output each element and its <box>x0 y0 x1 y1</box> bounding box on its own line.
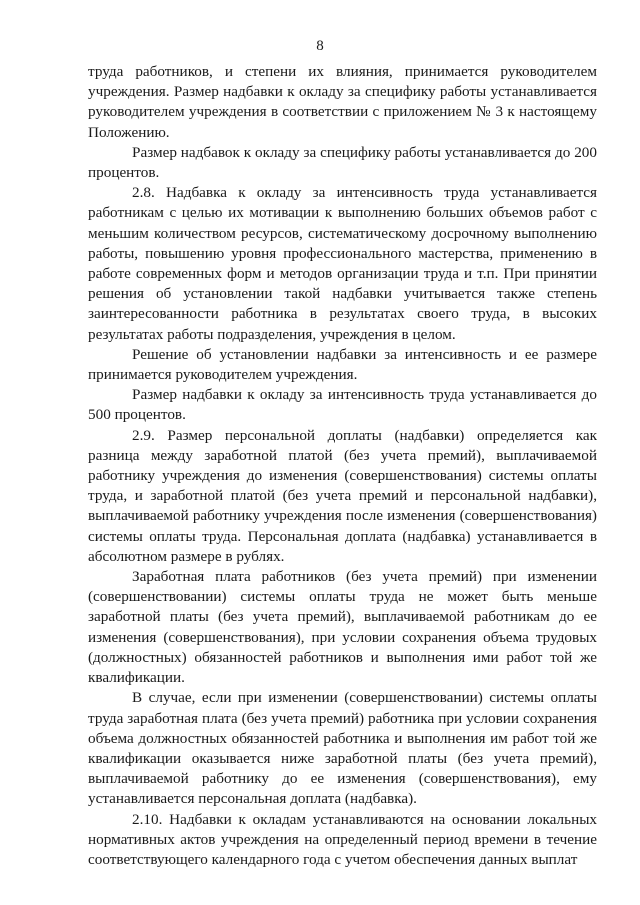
paragraph-specifics-limit: Размер надбавок к окладу за специфику работы устанавливается до 200 процентов. <box>88 143 597 182</box>
paragraph-personal-allowance-case: В случае, если при изменении (совершенствовании) системы оплаты труда заработная плата (без учета премий) работника при условии сохранения объема должностных обязанностей работника и выполнения им работ той же квалификации оказывается ниже заработной платы (без учета премий), выплачиваемой работнику до ее изменения (совершенствования), ему устанавливается персональная доплата (надбавка). <box>88 689 597 808</box>
paragraph-intensity-decision: Решение об установлении надбавки за интенсивность и ее размере принимается руководителем учреждения. <box>88 345 597 384</box>
paragraph-2-9-personal-allowance: 2.9. Размер персональной доплаты (надбавки) определяется как разница между заработной платой (без учета премий), выплачиваемой работнику учреждения до изменения (совершенствования) системы оплаты труда, и заработной платой (без учета премий и персональной надбавки), выплачиваемой работнику учреждения после изменения (совершенствования) системы оплаты труда. Персональная доплата (надбавка) устанавливается в абсолютном размере в рублях. <box>88 426 597 565</box>
paragraph-salary-guarantee: Заработная плата работников (без учета премий) при изменении (совершенствовании) системы оплаты труда не может быть меньше заработной платы (без учета премий), выплачиваемой работникам до ее изменения (совершенствования), при условии сохранения объема трудовых (должностных) обязанностей работников и выполнения ими работ той же квалификации. <box>88 568 597 687</box>
paragraph-intensity-limit: Размер надбавки к окладу за интенсивность труда устанавливается до 500 процентов. <box>88 386 597 424</box>
paragraph-2-8-intensity-bonus: 2.8. Надбавка к окладу за интенсивность труда устанавливается работникам с целью их мотивации к выполнению больших объемов работ с меньшим количеством ресурсов, систематическому досрочному выполнению работы, повышению уровня профессионального мастерства, применению в работе современных форм и методов организации труда и т.п. При принятии решения об установлении такой надбавки учитывается также степень заинтересованности работника в результатах своего труда, в высоких результатах работы подразделения, учреждения в целом. <box>88 184 597 343</box>
document-body <box>88 62 597 870</box>
paragraph-2-10-bonus-basis: 2.10. Надбавки к окладам устанавливаются на основании локальных нормативных актов учреждения на определенный период времени в течение соответствующего календарного года с учетом обеспечения данных выплат <box>88 810 597 868</box>
page-number: 8 <box>316 38 324 54</box>
paragraph-continuation: труда работников, и степени их влияния, принимается руководителем учреждения. Размер надбавки к окладу за специфику работы устанавливается руководителем учреждения в соответствии с приложением № 3 к настоящему Положению. <box>88 63 597 141</box>
